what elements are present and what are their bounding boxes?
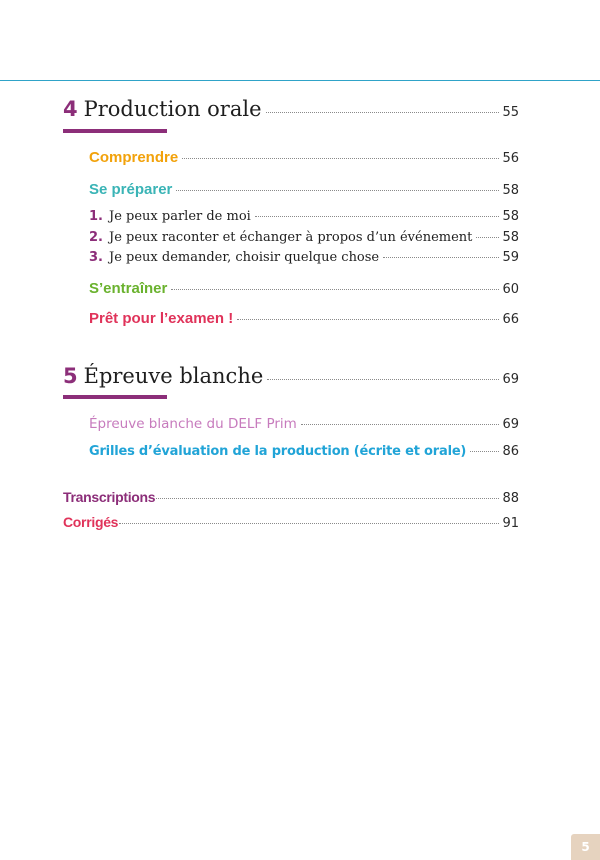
toc-corriges[interactable] xyxy=(63,514,519,531)
page-ref: 69 xyxy=(502,417,519,432)
toc-entry-se-preparer[interactable] xyxy=(89,181,519,198)
leader-dots xyxy=(237,319,499,320)
leader-dots xyxy=(301,424,500,425)
leader-dots xyxy=(383,257,499,258)
leader-dots xyxy=(176,190,499,191)
entry-label: Corrigés xyxy=(63,514,119,530)
leader-dots xyxy=(119,523,499,524)
page-ref: 88 xyxy=(502,491,519,506)
page-ref: 56 xyxy=(502,151,519,166)
leader-dots xyxy=(267,379,499,380)
page-ref: 91 xyxy=(502,516,519,531)
entry-label: Prêt pour l’examen ! xyxy=(89,310,234,327)
leader-dots xyxy=(476,237,499,238)
toc-item-2[interactable] xyxy=(89,230,519,245)
entry-label: S’entraîner xyxy=(89,280,168,297)
unit-underline xyxy=(63,129,167,133)
leader-dots xyxy=(255,216,500,217)
page-ref: 59 xyxy=(502,250,519,265)
page-ref: 66 xyxy=(502,312,519,327)
toc-item-3[interactable] xyxy=(89,250,519,265)
entry-label: Je peux demander, choisir quelque chose xyxy=(108,250,380,265)
page-ref: 60 xyxy=(502,282,519,297)
toc-entry-comprendre[interactable] xyxy=(89,149,519,166)
unit-number: 5 xyxy=(63,364,78,388)
page-ref: 86 xyxy=(502,444,519,459)
entry-label: Transcriptions xyxy=(63,489,156,505)
toc-item-1[interactable] xyxy=(89,209,519,224)
unit-title: Épreuve blanche xyxy=(83,364,264,388)
leader-dots xyxy=(470,451,499,452)
item-number: 2. xyxy=(89,230,103,245)
page-ref: 58 xyxy=(502,230,519,245)
entry-label: Grilles d’évaluation de la production (écrite et orale) xyxy=(89,444,467,459)
unit-title: Production orale xyxy=(83,97,262,121)
unit-underline xyxy=(63,395,167,399)
page-ref: 58 xyxy=(502,183,519,198)
leader-dots xyxy=(266,112,500,113)
page-ref: 55 xyxy=(502,105,519,120)
toc-unit-5[interactable] xyxy=(63,364,519,388)
page-ref: 69 xyxy=(502,372,519,387)
toc-transcriptions[interactable] xyxy=(63,489,519,506)
entry-label: Comprendre xyxy=(89,149,179,166)
entry-label: Je peux parler de moi xyxy=(108,209,251,224)
toc-entry-epreuve-blanche[interactable] xyxy=(89,416,519,432)
item-number: 1. xyxy=(89,209,103,224)
leader-dots xyxy=(156,498,499,499)
toc-entry-pret-pour-examen[interactable] xyxy=(89,310,519,327)
page-ref: 58 xyxy=(502,209,519,224)
toc-entry-grilles[interactable] xyxy=(89,444,519,459)
item-number: 3. xyxy=(89,250,103,265)
header-rule xyxy=(0,80,600,81)
toc-unit-4[interactable] xyxy=(63,97,519,121)
toc-entry-s-entrainer[interactable] xyxy=(89,280,519,297)
leader-dots xyxy=(171,289,499,290)
page-number-tab: 5 xyxy=(571,834,600,860)
entry-label: Épreuve blanche du DELF Prim xyxy=(89,416,297,432)
leader-dots xyxy=(182,158,499,159)
entry-label: Se préparer xyxy=(89,181,173,198)
unit-number: 4 xyxy=(63,97,78,121)
entry-label: Je peux raconter et échanger à propos d’un événement xyxy=(108,230,473,245)
